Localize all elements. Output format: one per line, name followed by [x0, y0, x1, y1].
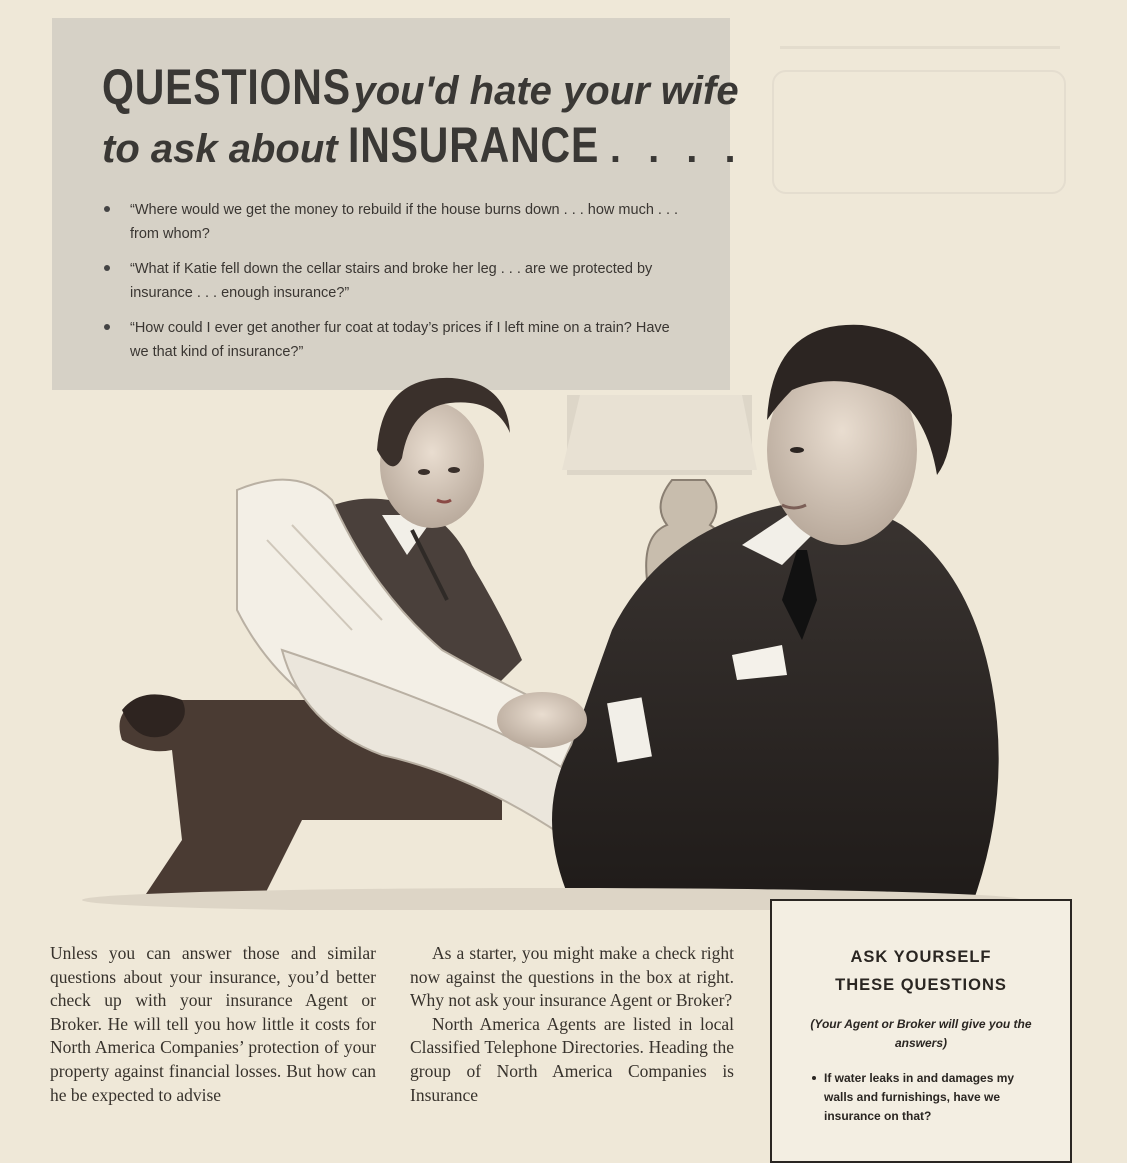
ask-box-subtitle: (Your Agent or Broker will give you the answers) [810, 1017, 1032, 1050]
body-paragraph: North America Agents are listed in local Classified Telephone Directories. Heading the group of North America Companies is Insurance [410, 1013, 734, 1105]
ask-box-title-line-2: THESE QUESTIONS [835, 976, 1007, 994]
body-column-1 [50, 942, 376, 1107]
bleed-through-mark [780, 20, 1060, 49]
ask-box-title [772, 943, 1070, 999]
ask-box-question: If water leaks in and damages my walls and furnishings, have we insurance on that? [812, 1069, 1040, 1126]
headline-questions: QUESTIONS [102, 59, 351, 115]
headline-line-2 [102, 116, 744, 174]
question-item: “How could I ever get another fur coat at today’s prices if I left mine on a train? Have we that kind of insurance?” [102, 316, 682, 364]
question-item: “What if Katie fell down the cellar stairs and broke her leg . . . are we protected by insurance . . . enough insurance?” [102, 257, 682, 305]
body-column-2 [410, 942, 734, 1107]
question-item: “Where would we get the money to rebuild if the house burns down . . . how much . . . from whom? [102, 198, 682, 246]
headline-phrase-1: you'd hate your wife [353, 69, 739, 113]
headline-phrase-2: to ask about [102, 127, 338, 171]
bleed-through-frame [772, 70, 1066, 194]
ask-yourself-box [770, 899, 1072, 1163]
headline-dots: . . . . [609, 127, 744, 171]
body-paragraph: As a starter, you might make a check right now against the questions in the box at right. Why not ask your insurance Agent or Broker? [410, 943, 734, 1011]
ask-box-title-line-1: ASK YOURSELF [850, 948, 992, 966]
headline-insurance: INSURANCE [347, 117, 599, 173]
couple-reading-newspaper-illustration [52, 300, 1052, 910]
headline-line-1 [102, 58, 739, 116]
body-paragraph: Unless you can answer those and similar questions about your insurance, you’d better check up with your insurance Agent or Broker. He will tell you how little it costs for North America Companies’ protection of your property against financial losses. But how can he be expected to advise [50, 943, 376, 1105]
